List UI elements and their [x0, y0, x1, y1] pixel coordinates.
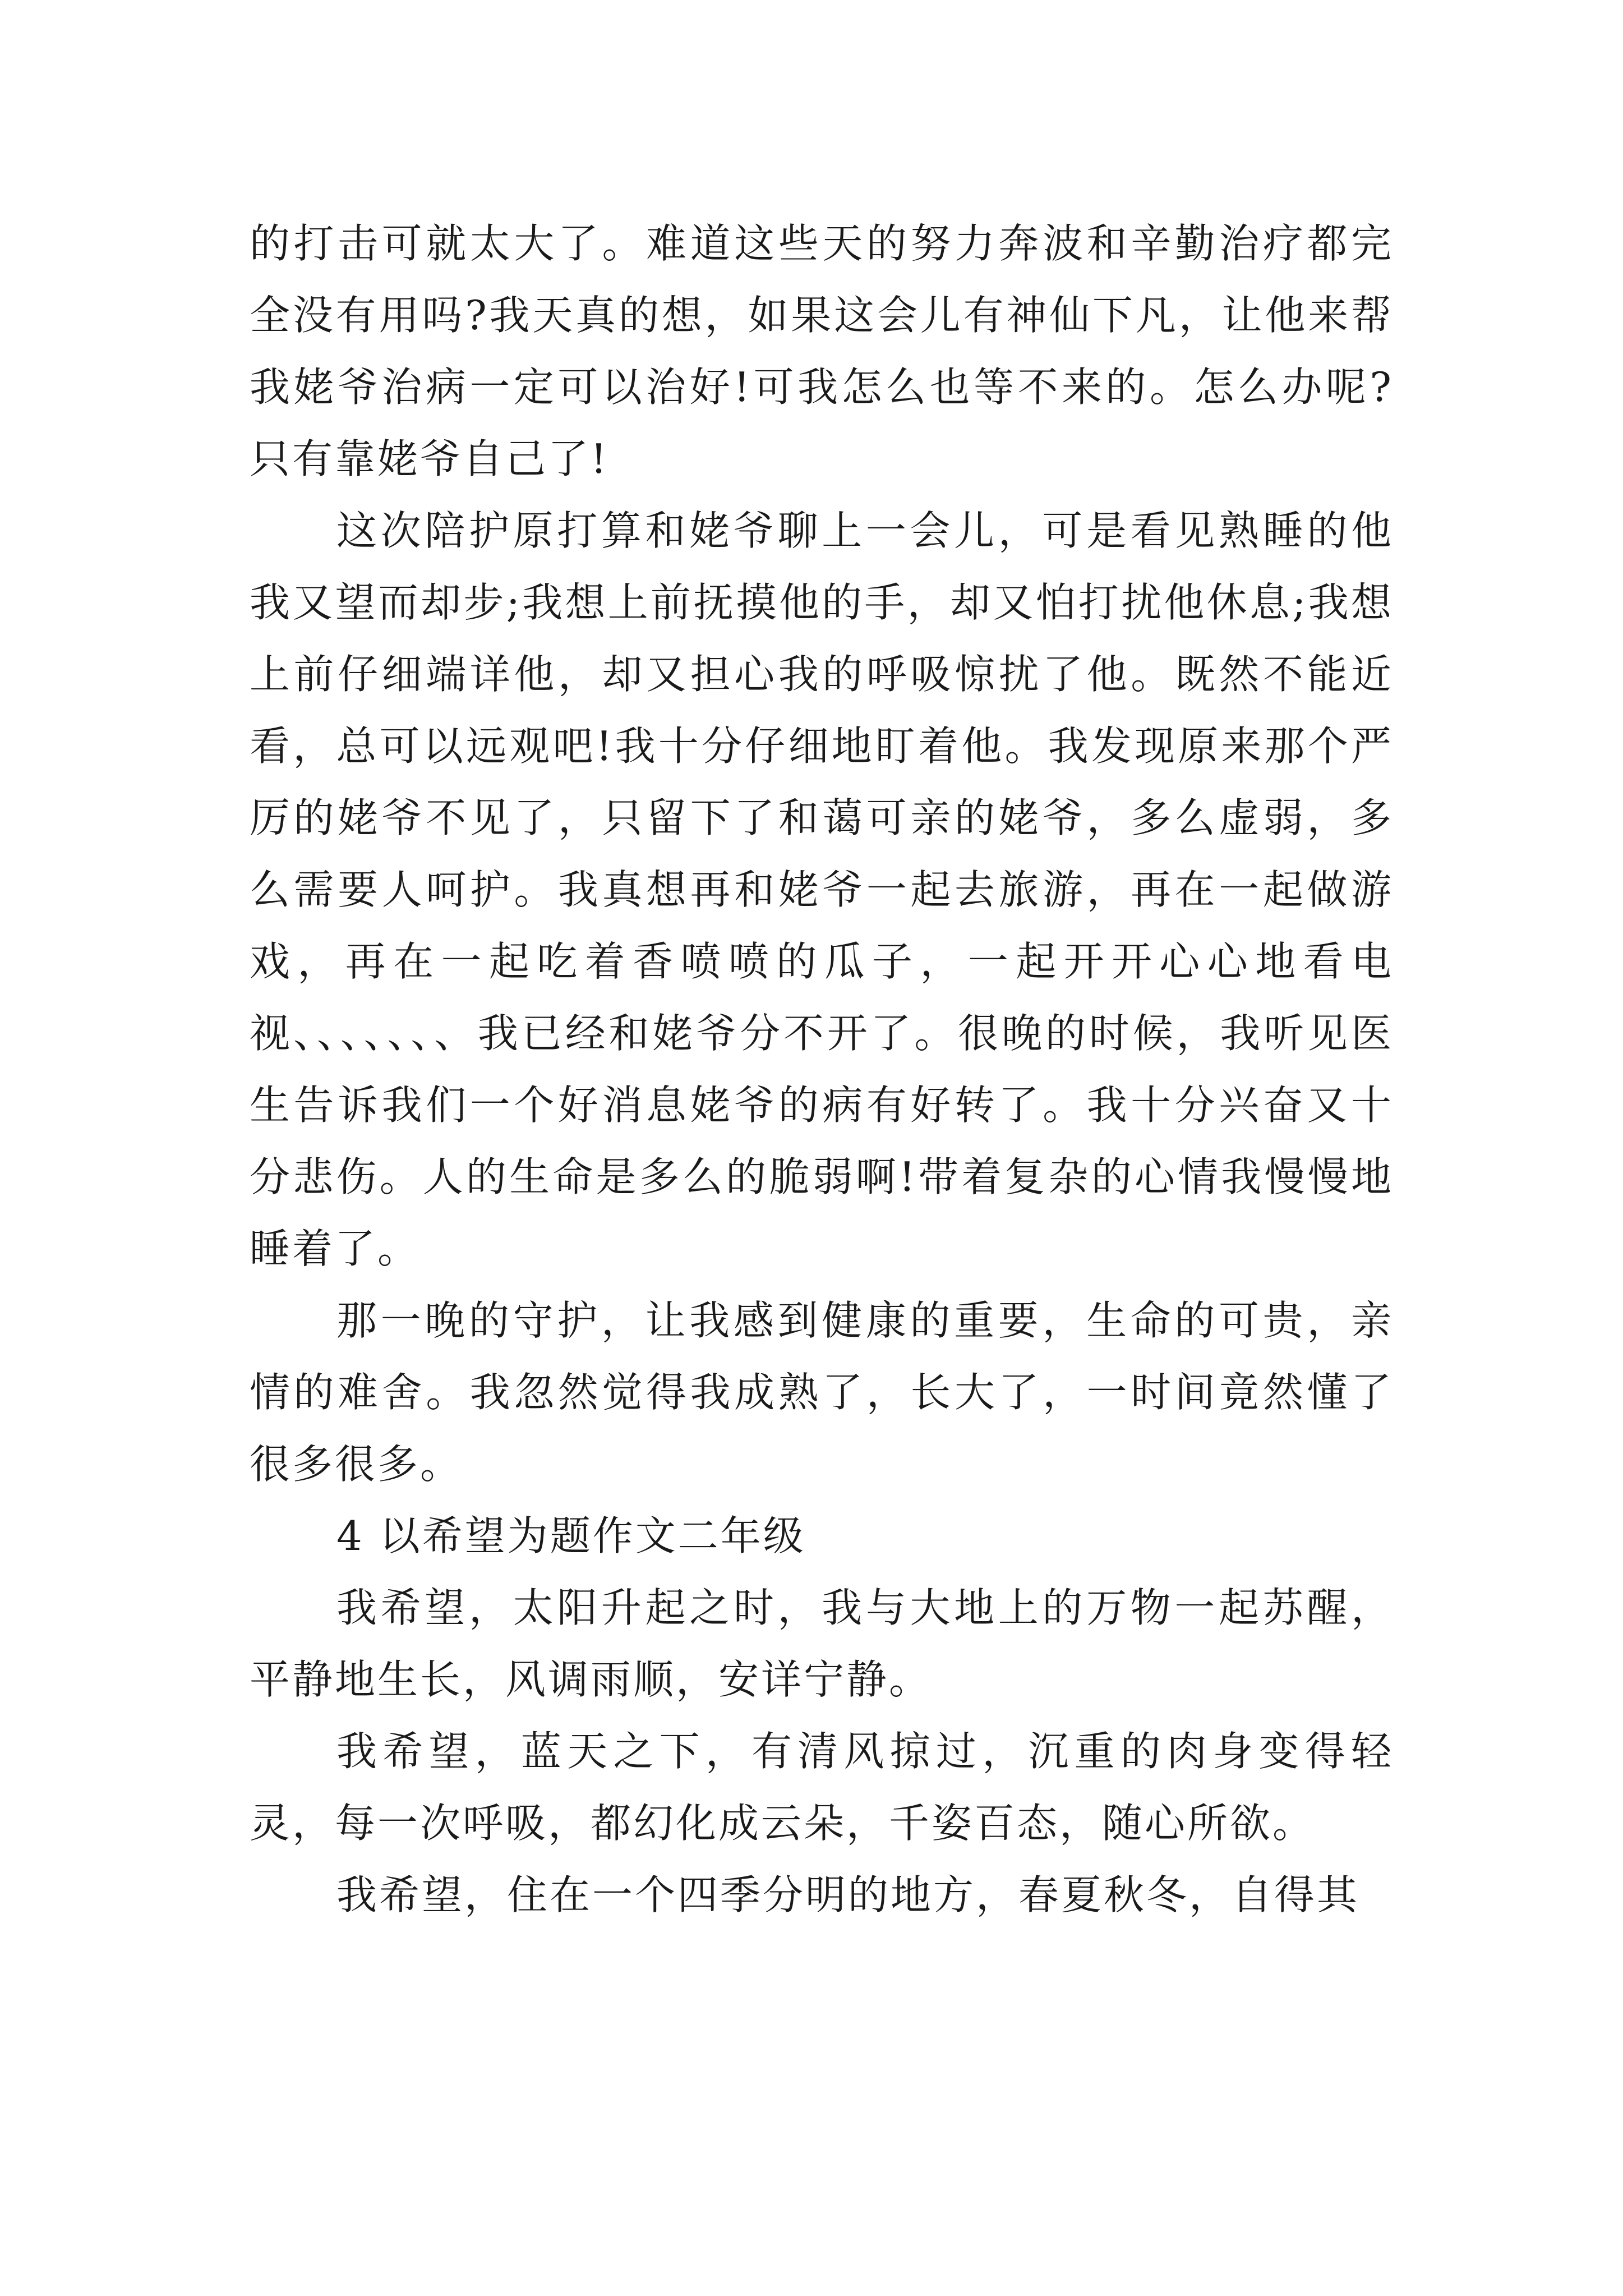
paragraph-2: 这次陪护原打算和姥爷聊上一会儿，可是看见熟睡的他我又望而却步;我想上前抚摸他的手，却又怕打扰他休息;我想上前仔细端详他，却又担心我的呼吸惊扰了他。既然不能近看，总可以远观吧!我十分仔细地盯着他。我发现原来那个严厉的姥爷不见了，只留下了和蔼可亲的姥爷，多么虚弱，多么需要人呵护。我真想再和姥爷一起去旅游，再在一起做游戏，再在一起吃着香喷喷的瓜子，一起开开心心地看电视、、、、、、、我已经和姥爷分不开了。很晚的时候，我听见医生告诉我们一个好消息姥爷的病有好转了。我十分兴奋又十分悲伤。人的生命是多么的脆弱啊!带着复杂的心情我慢慢地睡着了。 — [250, 507, 1394, 1272]
document-body — [250, 208, 1394, 1931]
paragraph-6: 我希望，住在一个四季分明的地方，春夏秋冬，自得其 — [336, 1871, 1360, 1918]
paragraph-4: 我希望，太阳升起之时，我与大地上的万物一起苏醒，平静地生长，风调雨顺，安详宁静。 — [250, 1584, 1394, 1703]
paragraph-5: 我希望，蓝天之下，有清风掠过，沉重的肉身变得轻灵，每一次呼吸，都幻化成云朵，千姿百态，随心所欲。 — [250, 1728, 1394, 1847]
paragraph-3: 那一晚的守护，让我感到健康的重要，生命的可贵，亲情的难舍。我忽然觉得我成熟了，长大了，一时间竟然懂了很多很多。 — [250, 1297, 1394, 1488]
paragraph-1: 的打击可就太大了。难道这些天的努力奔波和辛勤治疗都完全没有用吗?我天真的想，如果这会儿有神仙下凡，让他来帮我姥爷治病一定可以治好!可我怎么也等不来的。怎么办呢?只有靠姥爷自己了! — [250, 220, 1394, 482]
section-heading: 4 以希望为题作文二年级 — [336, 1512, 806, 1559]
